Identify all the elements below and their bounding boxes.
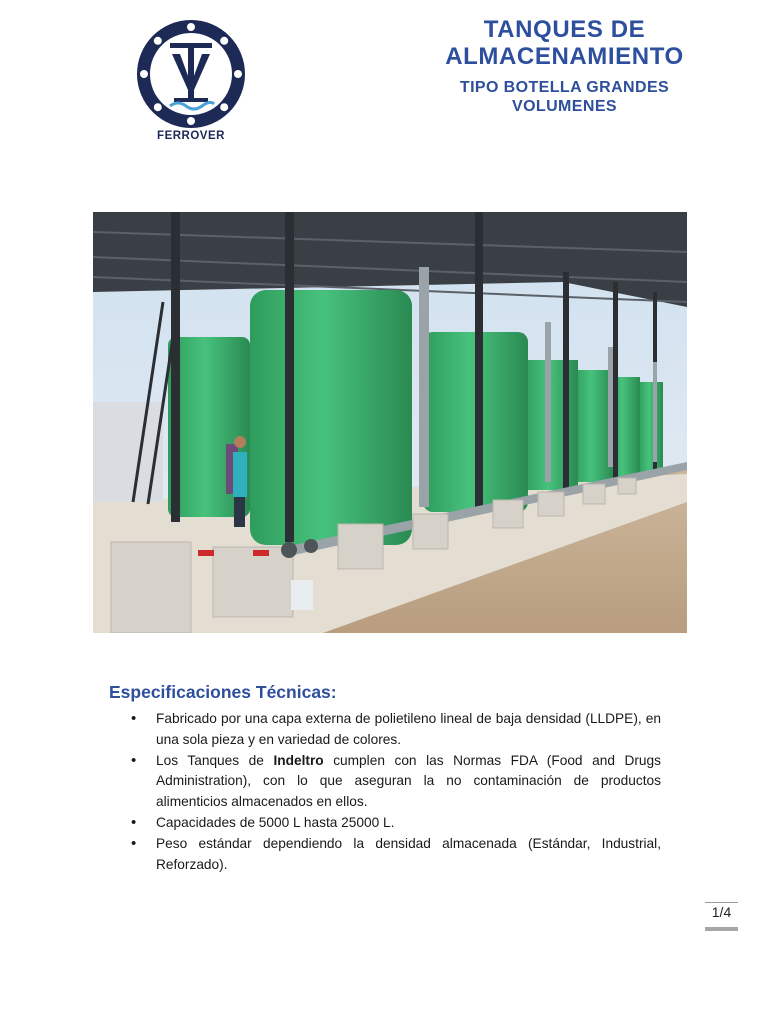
brand-name: Indeltro <box>273 752 324 768</box>
header-title-block <box>412 16 717 116</box>
specifications-section <box>109 682 661 875</box>
list-item-text-pre: Los Tanques de <box>156 752 274 768</box>
list-item-text: Peso estándar dependiendo la densidad almacenada (Estándar, Industrial, Reforzado). <box>156 835 661 872</box>
page-number-divider <box>705 902 738 903</box>
page-subtitle: TIPO BOTELLA GRANDES VOLUMENES <box>459 79 670 115</box>
list-item-text: Capacidades de 5000 L hasta 25000 L. <box>156 814 395 830</box>
specifications-heading: Especificaciones Técnicas: <box>109 682 337 702</box>
logo-label: FERROVER <box>157 130 225 142</box>
specifications-list <box>109 709 661 875</box>
bullet-icon: • <box>131 751 137 769</box>
list-item <box>109 709 661 751</box>
page-title: TANQUES DE ALMACENAMIENTO <box>445 16 684 70</box>
logo-emblem-icon <box>130 18 252 130</box>
bullet-icon: • <box>131 834 137 852</box>
bullet-icon: • <box>131 710 137 727</box>
water-tanks-photo-icon <box>93 212 687 633</box>
list-item <box>109 813 661 834</box>
list-item-text: Fabricado por una capa externa de polietileno lineal de baja densidad (LLDPE), en una sola pieza y en variedad de colores. <box>156 711 661 747</box>
bullet-icon: • <box>131 813 137 831</box>
page-number-underline <box>705 927 738 931</box>
list-item <box>109 751 661 813</box>
water-tanks-photo <box>93 212 687 633</box>
list-item-text-post: cumplen con las Normas FDA (Food and Drugs Administration), con lo que aseguran la no contaminación de productos alimenticios almacenados en ellos. <box>156 752 661 810</box>
list-item <box>109 834 661 876</box>
company-logo <box>130 18 252 146</box>
page-number: 1/4 <box>711 904 732 920</box>
